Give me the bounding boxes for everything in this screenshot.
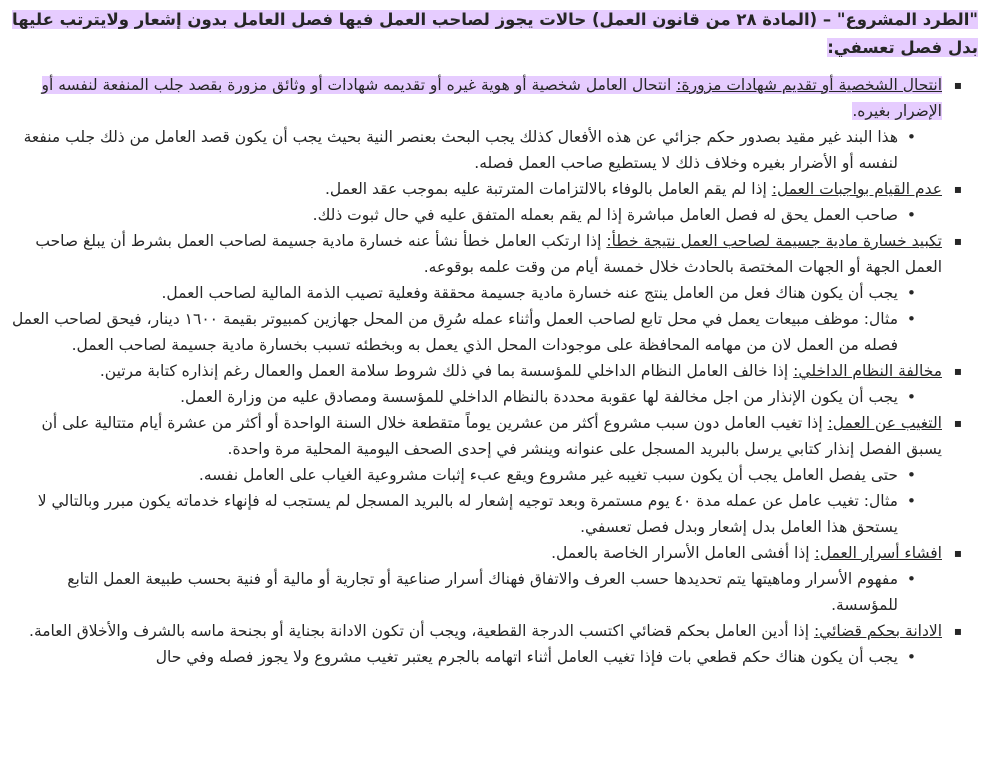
case-description: إذا خالف العامل النظام الداخلي للمؤسسة بما في ذلك شروط سلامة العمل والعمال رغم إنذاره كتابة مرتين. <box>99 362 794 380</box>
case-note: • يجب أن يكون هناك حكم قطعي بات فإذا تغيب العامل أثناء اتهامه بالجرم يعتبر تغيب مشروع ولا يجوز فصله وفي حال <box>6 644 978 670</box>
case-text <box>35 232 942 276</box>
case-text <box>29 622 942 640</box>
section-title <box>6 6 978 62</box>
case-text <box>42 414 942 458</box>
case-item <box>6 618 978 644</box>
case-item <box>6 176 978 202</box>
case-item <box>6 228 978 280</box>
case-description: إذا أفشى العامل الأسرار الخاصة بالعمل. <box>551 544 815 562</box>
case-note: • هذا البند غير مقيد بصدور حكم جزائي عن هذه الأفعال كذلك يجب البحث بعنصر النية بحيث يجب أن يكون قصد العامل من ذلك جلب منفعة لنفسه أو الأضرار بغيره وخلاف ذلك لا يستطيع صاحب العمل فصله. <box>6 124 978 176</box>
case-term: الادانة بحكم قضائي: <box>813 622 942 640</box>
case-note: • صاحب العمل يحق له فصل العامل مباشرة إذا لم يقم بعمله المتفق عليه في حال ثبوت ذلك. <box>6 202 978 228</box>
case-note: • مفهوم الأسرار وماهيتها يتم تحديدها حسب العرف والاتفاق فهناك أسرار صناعية أو تجارية أو مالية أو فنية بحسب طبيعة العمل التابع للمؤسسة. <box>6 566 978 618</box>
case-description: إذا أدين العامل بحكم قضائي اكتسب الدرجة القطعية، ويجب أن تكون الادانة بجناية أو بجنحة ماسه بالشرف والأخلاق العامة. <box>29 622 814 640</box>
case-note: • يجب أن يكون هناك فعل من العامل ينتج عنه خسارة مادية جسيمة محققة وفعلية تصيب الذمة المالية لصاحب العمل. <box>6 280 978 306</box>
case-note: • مثال: موظف مبيعات يعمل في محل تابع لصاحب العمل وأثناء عمله سُرِق من المحل جهازين كمبيوتر بقيمة ١٦٠٠ دينار، فيحق لصاحب العمل فصله من العمل لان من مهامه المحافظة على موجودات المحل الذي يعمل به وبخطئه تسبب بخسارة مادية جسيمة لصاحب العمل. <box>6 306 978 358</box>
case-description: إذا تغيب العامل دون سبب مشروع أكثر من عشرين يوماً متقطعة خلال السنة الواحدة أو أكثر من عشرة أيام متتالية على أن يسبق الفصل إنذار كتابي يرسل بالبريد المسجل على عنوانه وينشر في إحدى الصحف اليومية المحلية مرة واحدة. <box>41 414 942 458</box>
case-note: • حتى يفصل العامل يجب أن يكون سبب تغيبه غير مشروع ويقع عبء إثبات مشروعية الغياب على العامل نفسه. <box>6 462 978 488</box>
document <box>6 6 978 670</box>
case-term: عدم القيام بواجبات العمل: <box>771 180 942 198</box>
case-term: مخالفة النظام الداخلي: <box>793 362 942 380</box>
case-description: انتحال العامل شخصية أو هوية غيره أو تقديمه شهادات أو وثائق مزورة بقصد جلب المنفعة لنفسه أو الإضرار بغيره. <box>41 76 942 120</box>
case-term: افشاء أسرار العمل: <box>814 544 942 562</box>
title-highlight: "الطرد المشروع" – (المادة ٢٨ من قانون العمل) حالات يجوز لصاحب العمل فيها فصل العامل بدون إشعار ولايترتب عليها بدل فصل تعسفي: <box>12 10 978 57</box>
case-note: • يجب أن يكون الإنذار من اجل مخالفة لها عقوبة محددة بالنظام الداخلي للمؤسسة ومصادق عليه من وزارة العمل. <box>6 384 978 410</box>
case-term: التغيب عن العمل: <box>827 414 942 432</box>
case-item <box>6 72 978 124</box>
case-term: انتحال الشخصية أو تقديم شهادات مزورة: <box>676 76 942 94</box>
termination-cases-list <box>6 72 978 670</box>
case-term: تكبيد خسارة مادية جسيمة لصاحب العمل نتيجة خطأ: <box>606 232 942 250</box>
case-text <box>325 180 942 198</box>
case-description: إذا لم يقم العامل بالوفاء بالالتزامات المترتبة عليه بموجب عقد العمل. <box>324 180 772 198</box>
case-item <box>6 410 978 462</box>
highlighted-text <box>42 76 943 120</box>
case-description: إذا ارتكب العامل خطأ نشأ عنه خسارة مادية جسيمة لصاحب العمل بشرط أن يبلغ صاحب العمل الجهة أو الجهات المختصة بالحادث خلال خمسة أيام من وقت علمه بوقوعه. <box>35 232 942 276</box>
case-text <box>551 544 942 562</box>
case-item <box>6 358 978 384</box>
case-text <box>100 362 942 380</box>
case-item <box>6 540 978 566</box>
case-note: • مثال: تغيب عامل عن عمله مدة ٤٠ يوم مستمرة وبعد توجيه إشعار له بالبريد المسجل لم يستجب له فإنهاء خدماته يكون مبرر وبالتالي لا يستحق هذا العامل بدل إشعار وبدل فصل تعسفي. <box>6 488 978 540</box>
